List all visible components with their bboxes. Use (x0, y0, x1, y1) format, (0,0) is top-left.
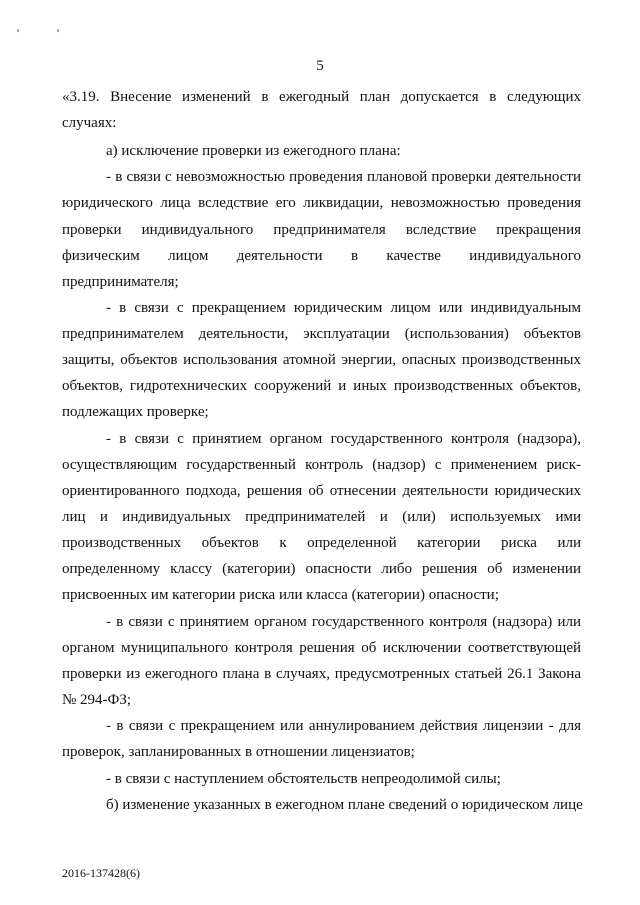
text-line: защиты, объектов использования атомной энергии, опасных производственных (62, 352, 581, 368)
document-code: 2016-137428(6) (62, 866, 140, 880)
text-line: - в связи с принятием органом государственного контроля (надзора), (106, 431, 581, 447)
text-line: физическим лицом деятельности в качестве индивидуального (62, 248, 581, 264)
scan-mark-left: ' (17, 26, 20, 40)
text-line: органом муниципального контроля решения об исключении соответствующей (62, 640, 581, 656)
text-line: - в связи с наступлением обстоятельств непреодолимой силы; (106, 771, 501, 787)
text-line: определенному классу (категории) опасности либо решения об изменении (62, 561, 581, 577)
text-line: лиц и индивидуальных предпринимателей и (или) используемых ими (62, 509, 581, 525)
text-line: предпринимателя; (62, 274, 179, 290)
text-line: - в связи с принятием органом государственного контроля (надзора) или (106, 614, 581, 630)
text-line: проверок, запланированных в отношении лицензиатов; (62, 744, 415, 760)
page-number: 5 (316, 58, 324, 74)
text-line: проверки индивидуального предпринимателя вследствие прекращения (62, 222, 581, 238)
scan-mark-right: ' (57, 26, 60, 40)
text-line: производственных объектов к определенной категории риска или (62, 535, 581, 551)
text-line: а) исключение проверки из ежегодного плана: (106, 143, 401, 159)
text-line: ориентированного подхода, решения об отнесении деятельности юридических (62, 483, 581, 499)
text-line: «3.19. Внесение изменений в ежегодный план допускается в следующих (62, 89, 581, 105)
text-line: осуществляющим государственный контроль (надзор) с применением риск- (62, 457, 581, 473)
text-line: подлежащих проверке; (62, 404, 209, 420)
text-line: проверки из ежегодного плана в случаях, предусмотренных статьей 26.1 Закона (62, 666, 581, 682)
text-line: присвоенных им категории риска или класса (категории) опасности; (62, 587, 499, 603)
text-line: - в связи с прекращением юридическим лицом или индивидуальным (106, 300, 581, 316)
text-line: объектов, гидротехнических сооружений и иных производственных объектов, (62, 378, 581, 394)
text-line: № 294-ФЗ; (62, 692, 132, 708)
text-line: случаях: (62, 115, 117, 131)
text-line: - в связи с невозможностью проведения плановой проверки деятельности (106, 169, 581, 185)
text-line: юридического лица вследствие его ликвидации, невозможностью проведения (62, 195, 581, 211)
text-line: - в связи с прекращением или аннулированием действия лицензии - для (106, 718, 581, 734)
text-line: б) изменение указанных в ежегодном плане сведений о юридическом лице (106, 797, 583, 813)
text-line: предпринимателем деятельности, эксплуатации (использования) объектов (62, 326, 581, 342)
